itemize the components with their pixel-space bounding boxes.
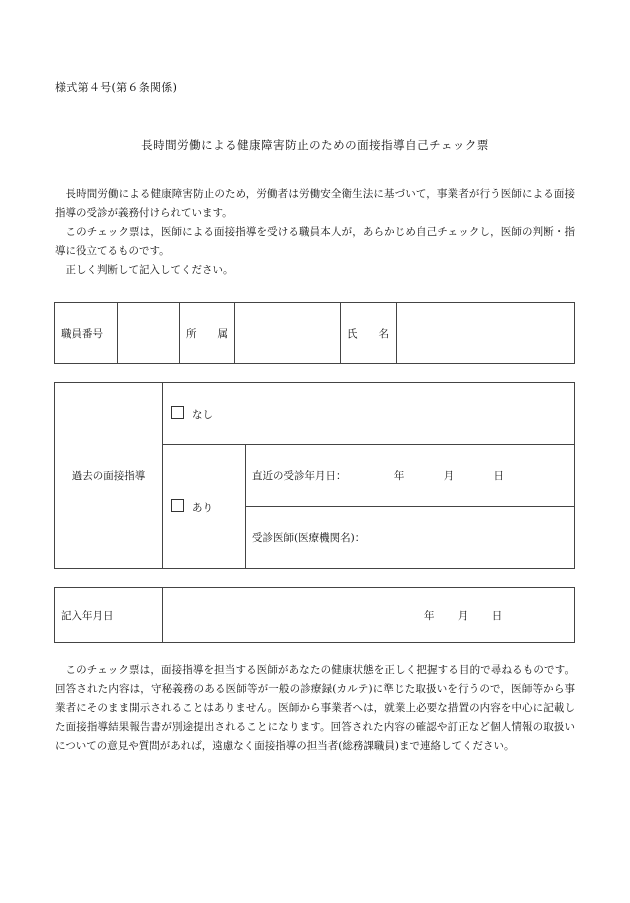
recent-date-day: 日 — [493, 470, 505, 482]
department-field[interactable] — [235, 303, 341, 364]
form-number: 様式第４号(第６条関係) — [55, 81, 178, 94]
interview-history-table — [54, 382, 575, 569]
closing-text — [55, 661, 575, 756]
doctor-cell[interactable] — [246, 507, 575, 569]
document-title: 長時間労働による健康障害防止のための面接指導自己チェック票 — [141, 138, 489, 152]
staff-number-label: 職員番号 — [55, 303, 118, 364]
doctor-label: 受診医師(医療機関名)： — [252, 532, 366, 544]
entry-date-table — [54, 587, 575, 643]
recent-date-cell[interactable] — [246, 445, 575, 507]
staff-number-field[interactable] — [118, 303, 180, 364]
intro-paragraph-1: 長時間労働による健康障害防止のため，労働者は労働安全衛生法に基づいて，事業者が行う医師による面接指導の受診が義務付けられています。 — [55, 188, 575, 219]
checkbox-yes[interactable] — [171, 499, 184, 512]
staff-info-table — [54, 302, 575, 364]
department-label: 所 属 — [180, 303, 235, 364]
entry-date-field[interactable] — [163, 588, 575, 643]
intro-paragraph-2: このチェック票は，医師による面接指導を受ける職員本人が，あらかじめ自己チェックし，医師の判断・指導に役立てるものです。 — [55, 226, 575, 257]
interview-history-label: 過去の面接指導 — [55, 383, 163, 569]
closing-paragraph: このチェック票は，面接指導を担当する医師があなたの健康状態を正しく把握する目的で尋ねるものです。回答された内容は，守秘義務のある医師等が一般の診療録(カルテ)に準じた取扱いを行うので，医師等から事業者にそのまま開示されることはありません。医師から事業者へは，就業上必要な措置の内容を中心に記載した面接指導結果報告書が別途提出されることになります。回答された内容の確認や訂正など個人情報の取扱いについての意見や質問があれば，遠慮なく面接指導の担当者(総務課職員)まで連絡してください。 — [55, 664, 575, 752]
entry-date-year: 年 — [424, 609, 435, 622]
option-none-label: なし — [192, 408, 213, 421]
entry-date-month: 月 — [457, 609, 469, 622]
name-field[interactable] — [397, 303, 575, 364]
recent-date-label: 直近の受診年月日： — [252, 470, 347, 482]
checkbox-none[interactable] — [171, 406, 184, 419]
recent-date-year: 年 — [393, 470, 405, 482]
entry-date-label: 記入年月日 — [55, 588, 163, 643]
option-yes-cell[interactable] — [163, 445, 246, 569]
intro-paragraph-3: 正しく判断して記入してください。 — [65, 264, 234, 276]
entry-date-day: 日 — [491, 609, 503, 622]
intro-text — [55, 185, 575, 280]
option-yes-label: あり — [192, 501, 213, 514]
option-none-cell[interactable] — [163, 383, 575, 445]
recent-date-month: 月 — [443, 470, 455, 482]
name-label: 氏 名 — [341, 303, 397, 364]
